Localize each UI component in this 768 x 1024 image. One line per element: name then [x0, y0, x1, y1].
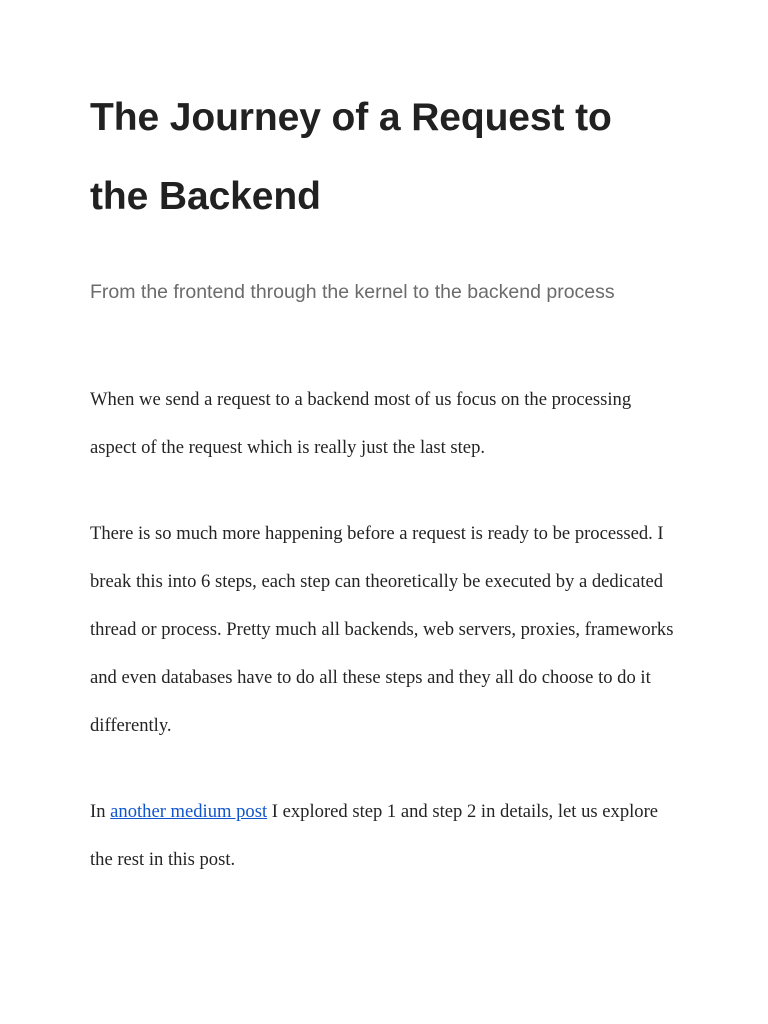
paragraph-reference [90, 788, 680, 884]
paragraph-reference-lead: In [90, 801, 111, 822]
article-subtitle: From the frontend through the kernel to the backend process [90, 281, 615, 303]
paragraph-steps: There is so much more happening before a request is ready to be processed. I break this into 6 steps, each step can theoretically be executed by a dedicated thread or process. Pretty much all backends, web servers, proxies, frameworks and even databases have to do all these steps and they all do choose to do it differently. [90, 523, 674, 736]
article-title: The Journey of a Request to the Backend [90, 96, 612, 218]
article-content [90, 78, 680, 884]
paragraph-intro: When we send a request to a backend most of us focus on the processing aspect of the request which is really just the last step. [90, 389, 632, 458]
paragraph-reference-tail: I explored step 1 and step 2 in details, let us explore the rest in this post. [90, 801, 659, 870]
another-medium-post-link[interactable]: another medium post [110, 801, 268, 822]
